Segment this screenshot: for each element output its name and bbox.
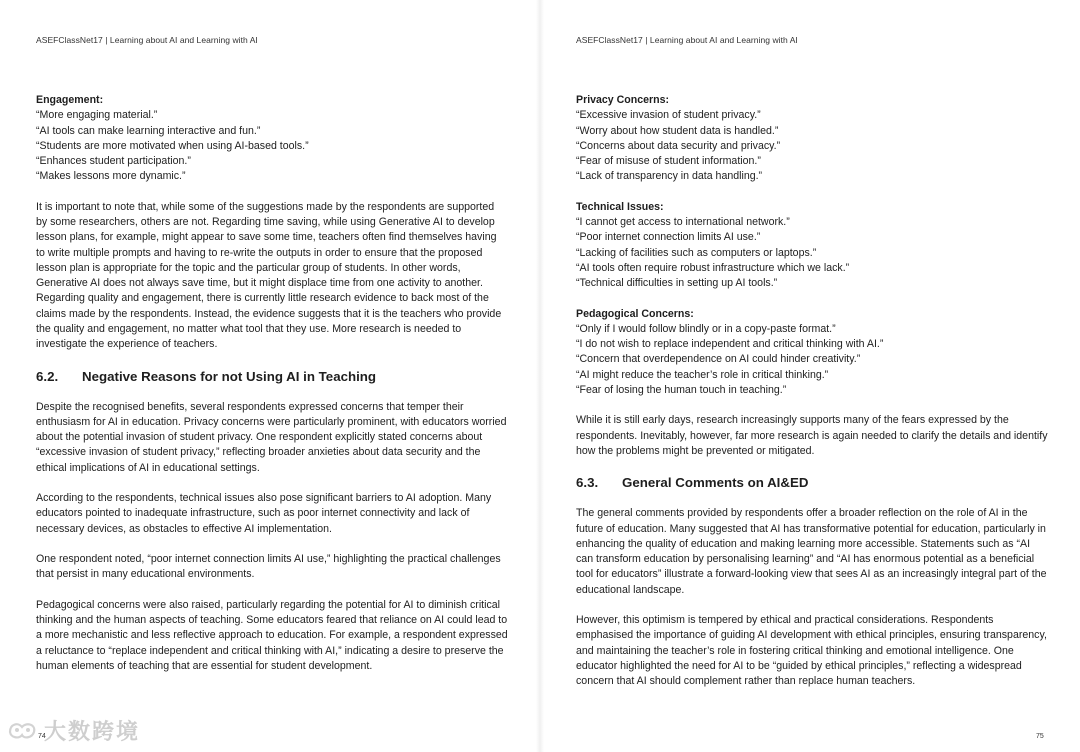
quote-item: “Lacking of facilities such as computers or laptops.” [576, 246, 817, 259]
paragraph: Despite the recognised benefits, several respondents expressed concerns that temper their enthusiasm for AI in education. Privacy concerns were particularly prominent, with educators worried about the potential invasion of student privacy. One respondent explicitly stated concerns about “excessive invasion of student privacy,” reflecting broader anxieties about data security and the ethical implications of AI in educational settings. [36, 400, 507, 474]
running-header: ASEFClassNet17 | Learning about AI and Learning with AI [36, 35, 258, 45]
book-gutter [536, 0, 544, 752]
section-title: Negative Reasons for not Using AI in Teaching [82, 368, 377, 384]
watermark-text: 大数跨境 [44, 718, 141, 744]
paragraph-note: It is important to note that, while some of the suggestions made by the respondents are supported by some researchers, others are not. Regarding time saving, while using Generative AI to develop lesson plans, for example, might appear to save some time, teachers often find themselves having to write multiple prompts and having to re-write the outputs in order to ensure that the proposed lesson plan is appropriate for the topic and the particular group of students. In other words, Generative AI does not always save time, but it might displace time from one activity to another. Regarding quality and engagement, there is currently little research evidence to back most of the claims made by the respondents. Instead, the evidence suggests that it is the teachers who provide the quality and engagement, no matter what tool that they use. More research is needed to investigate the experience of teachers. [36, 200, 502, 350]
quote-item: “AI might reduce the teacher’s role in critical thinking.” [576, 368, 829, 381]
quote-item: “Enhances student participation.” [36, 155, 191, 167]
quote-item: “Fear of losing the human touch in teaching.” [576, 383, 787, 396]
quote-item: “I do not wish to replace independent and critical thinking with AI.” [576, 338, 884, 350]
running-header: ASEFClassNet17 | Learning about AI and Learning with AI [576, 35, 798, 45]
paragraph: One respondent noted, “poor internet connection limits AI use,” highlighting the practical challenges that persist in many educational environments. [36, 553, 501, 581]
page-number: 75 [1036, 733, 1044, 740]
section-title: General Comments on AI&ED [622, 475, 809, 491]
section-heading-6-2 [36, 368, 508, 386]
quote-item: “AI tools can make learning interactive and fun.” [36, 124, 261, 137]
quote-item: “Worry about how student data is handled.” [576, 124, 779, 137]
section-heading-6-3 [576, 474, 1048, 492]
technical-list [576, 200, 1048, 292]
quote-item: “Lack of transparency in data handling.” [576, 170, 763, 183]
quote-item: “Poor internet connection limits AI use.” [576, 231, 761, 244]
quote-item: “Concern that overdependence on AI could hinder creativity.” [576, 353, 861, 366]
right-page-content [576, 93, 1048, 705]
paragraph: The general comments provided by respondents offer a broader reflection on the role of AI in the future of education. Many suggested that AI has transformative potential for education, particularly in enhancing the quality of education and making learning more accessible. Statements such as “AI can transform education by personalising learning” and “AI has enormous potential as a beneficial tool for educators” illustrate a forward-looking view that sees AI as an increasingly integral part of the educational landscape. [576, 507, 1047, 596]
engagement-title: Engagement: [36, 94, 104, 106]
quote-item: “Concerns about data security and privacy.” [576, 139, 781, 152]
right-page [540, 0, 1080, 752]
pedagogical-list [576, 307, 1048, 399]
quote-item: “Excessive invasion of student privacy.” [576, 109, 761, 122]
quote-item: “Only if I would follow blindly or in a copy-paste format.” [576, 322, 836, 335]
pedagogical-title: Pedagogical Concerns: [576, 307, 694, 320]
quote-item: “I cannot get access to international network.” [576, 216, 790, 228]
quote-item: “More engaging material.” [36, 109, 158, 122]
quote-item: “AI tools often require robust infrastructure which we lack.” [576, 261, 850, 274]
paragraph: While it is still early days, research increasingly supports many of the fears expressed by the respondents. Inevitably, however, far more research is again needed to clarify the details and identify how the problems might be prevented or mitigated. [576, 414, 1048, 457]
engagement-list [36, 93, 508, 185]
section-number: 6.3. [576, 475, 599, 491]
technical-title: Technical Issues: [576, 200, 664, 213]
watermark-logo-icon [6, 718, 40, 742]
quote-item: “Fear of misuse of student information.” [576, 155, 761, 167]
section-number: 6.2. [36, 368, 59, 384]
page-number: 74 [38, 733, 46, 740]
quote-item: “Makes lessons more dynamic.” [36, 170, 186, 183]
quote-item: “Technical difficulties in setting up AI tools.” [576, 277, 778, 289]
privacy-list [576, 93, 1048, 185]
watermark [6, 716, 140, 744]
paragraph: Pedagogical concerns were also raised, particularly regarding the potential for AI to diminish critical thinking and the human aspects of teaching. Some educators feared that reliance on AI could lead to a more mechanistic and less reflective approach to education. For example, a respondent expressed a reluctance to “replace independent and critical thinking with AI,” indicating a desire to preserve the human elements of teaching that are essential for student development. [36, 598, 508, 672]
left-page-content [36, 93, 508, 689]
privacy-title: Privacy Concerns: [576, 94, 670, 106]
paragraph: However, this optimism is tempered by ethical and practical considerations. Respondents emphasised the importance of guiding AI development with ethical principles, ensuring transparency, and maintaining the teacher’s role in fostering critical thinking and emotional intelligence. One educator highlighted the need for AI to be “guided by ethical principles,” reflecting a widespread concern that AI should complement rather than replace human teachers. [576, 614, 1047, 687]
quote-item: “Students are more motivated when using AI-based tools.” [36, 139, 309, 152]
paragraph: According to the respondents, technical issues also pose significant barriers to AI adoption. Many educators pointed to inadequate infrastructure, such as poor internet connectivity and lack of necessary devices, as obstacles to effective AI implementation. [36, 492, 492, 535]
